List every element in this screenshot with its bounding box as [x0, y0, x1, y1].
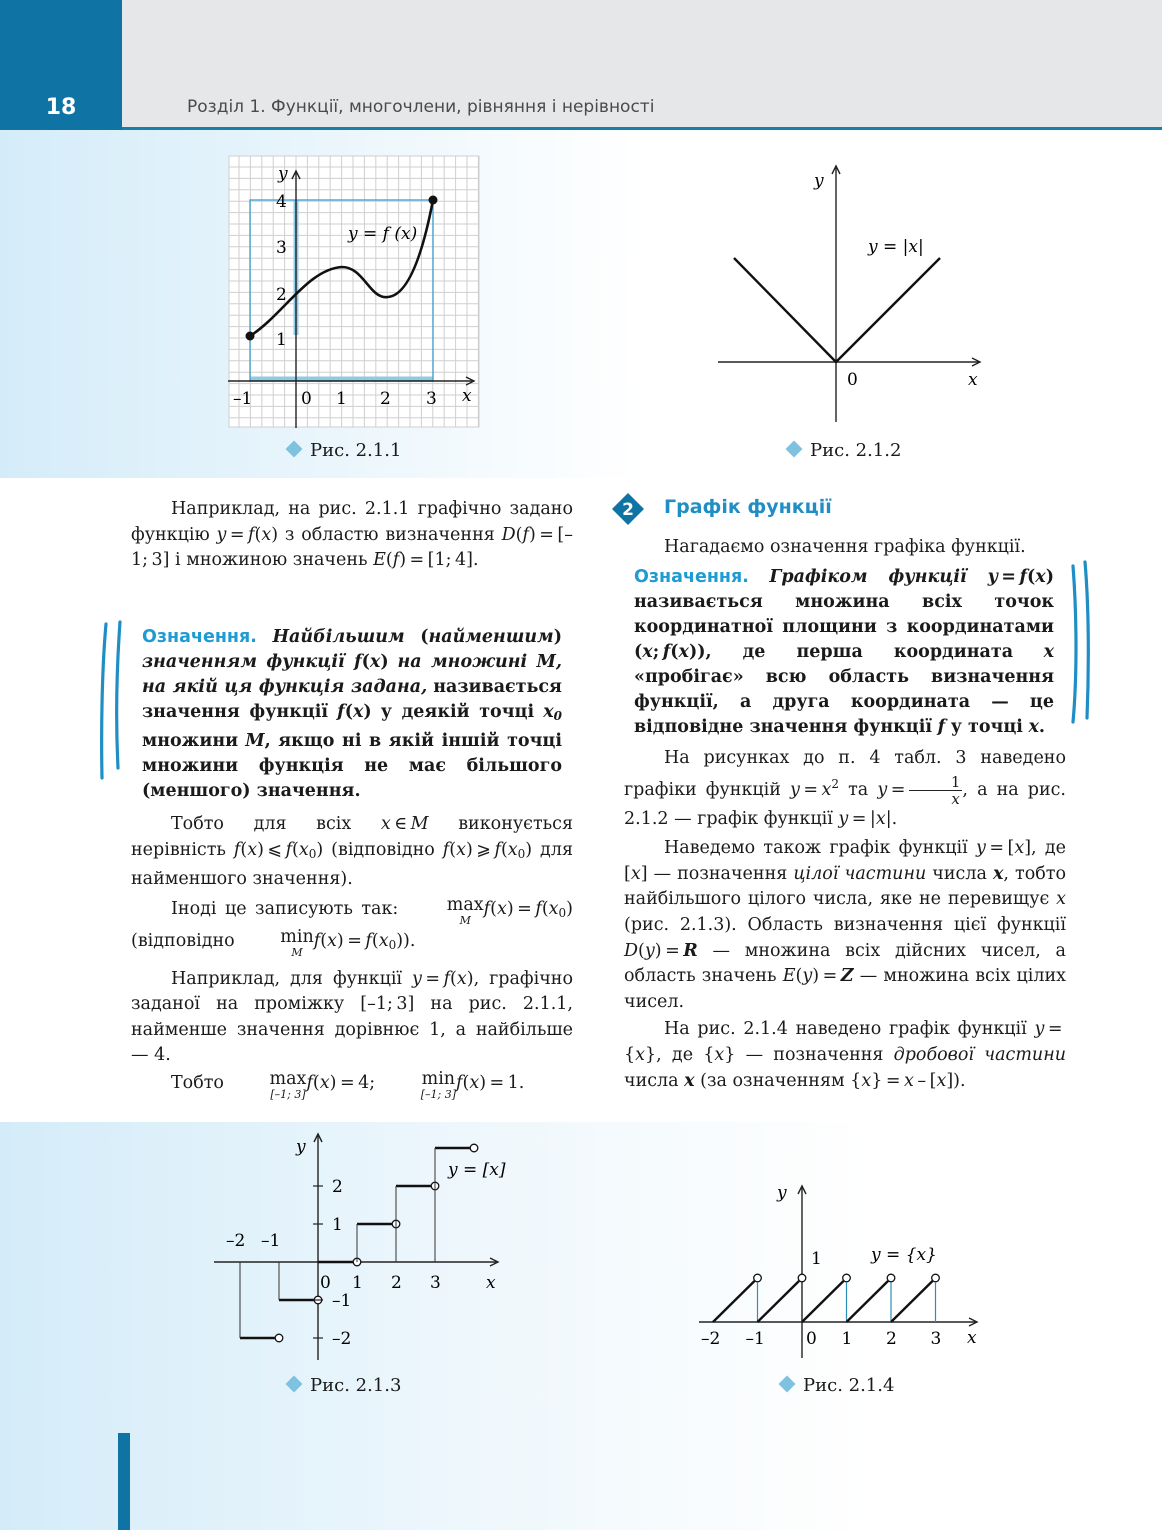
x-tick-label: 1	[336, 389, 347, 409]
func-label: y = |x|	[868, 237, 924, 257]
func-label: y = {x}	[871, 1245, 937, 1265]
diamond-icon	[286, 441, 303, 458]
figure-2-1-4	[695, 1180, 985, 1360]
caption-2-1-2: Рис. 2.1.2	[788, 440, 901, 461]
chapter-title: Розділ 1. Функції, многочлени, рівняння і нерівності	[187, 97, 655, 117]
x-tick-label: –2	[701, 1329, 721, 1349]
x-tick-label: 0	[320, 1273, 331, 1293]
x-tick-label: 0	[301, 389, 312, 409]
figure-band-bottom	[0, 1122, 1162, 1530]
note-bracket-left	[98, 618, 128, 783]
open-endpoint	[470, 1144, 478, 1152]
x-tick-label: –2	[226, 1231, 246, 1251]
caption-2-1-1: Рис. 2.1.1	[288, 440, 401, 461]
definition-graph: Означення. Графіком функції y = f(x) називається множина всіх точок координатної площини з координатами (x; f(x)), де перша координата x «пробігає» всю область визначення функції, а друга координата — це відповідне значення функції f у точці x.	[634, 567, 1054, 737]
endpoint-right	[429, 196, 438, 205]
open-endpoint	[798, 1274, 806, 1282]
x-tick-label: 3	[930, 1329, 942, 1349]
caption-2-1-3: Рис. 2.1.3	[288, 1375, 401, 1396]
x-tick-label: 1	[352, 1273, 363, 1293]
x-tick-label: 2	[886, 1329, 897, 1349]
x-tick-label: 0	[806, 1329, 817, 1349]
figure-2-1-1	[228, 155, 480, 429]
x-tick-label: 3	[426, 389, 437, 409]
x-axis-label: x	[967, 1328, 977, 1348]
y-tick-label: 4	[276, 192, 287, 212]
func-label: y = f (x)	[348, 224, 418, 244]
y-tick-label: 1	[276, 330, 287, 350]
diamond-icon	[286, 1376, 303, 1393]
left-paragraphs: Тобто для всіх x ∈ M виконується нерівність f(x) ⩽ $f(x_0)$ (відповідно f(x) ⩾ $f(x_0)$ для найменшого значення). Іноді це записують так: max M $f(x) = f(x_0)$ (відповідно min M $f(x) = f(x_0)$). Наприклад, для функції y = f(x), графічно заданої на проміжку [–1; 3] на рис. 2.1.1, найменше значення дорівнює 1, а найбільше — 4. Тобто max [–1; 3] f(x) = 4; min [–1; 3] f(x) = 1.	[131, 814, 574, 1101]
sawtooth-segment	[758, 1281, 800, 1322]
right-intro: Нагадаємо означення графіка функції.	[664, 537, 1026, 557]
open-endpoint	[843, 1274, 851, 1282]
y-tick-label: 1	[332, 1215, 343, 1235]
x-tick-label: –1	[261, 1231, 281, 1251]
left-paragraph-1: Наприклад, на рис. 2.1.1 графічно задано функцію y = f(x) з областю визначення D(f) = [–1; 3] і множиною значень E(f) = [1; 4].	[131, 499, 573, 570]
open-endpoint	[275, 1334, 283, 1342]
open-endpoint	[754, 1274, 762, 1282]
open-endpoint	[932, 1274, 940, 1282]
note-bracket-right	[1065, 558, 1095, 728]
y-tick-label: 2	[332, 1177, 343, 1197]
abs-graph	[734, 258, 940, 362]
y-axis-label: y	[814, 171, 824, 191]
caption-2-1-4: Рис. 2.1.4	[781, 1375, 894, 1396]
figure-band-top	[0, 130, 1162, 478]
x-axis-label: x	[462, 386, 472, 406]
section-title: Графік функції	[664, 496, 832, 518]
y-tick-label: –2	[332, 1329, 352, 1349]
x-axis-label: x	[486, 1273, 496, 1293]
diamond-icon	[786, 441, 803, 458]
figure-2-1-2	[712, 160, 987, 425]
x-tick-label: –1	[745, 1329, 765, 1349]
svg-text:2: 2	[622, 500, 634, 520]
y-tick-label: 3	[276, 238, 287, 258]
figure-2-1-3	[210, 1128, 510, 1363]
page-edge-bar	[118, 1433, 130, 1530]
origin-label: 0	[847, 370, 858, 390]
open-endpoint	[887, 1274, 895, 1282]
x-tick-label: –1	[233, 389, 253, 409]
y-tick-1: 1	[811, 1249, 822, 1269]
x-axis-label: x	[968, 370, 978, 390]
sawtooth-segment	[847, 1281, 889, 1322]
endpoint-left	[246, 332, 255, 341]
right-paragraphs: На рисунках до п. 4 табл. 3 наведено графіки функцій $y = x^2$ та y = $\frac{1}{x}$ , а на рис. 2.1.2 — графік функції y = |x|. Наведемо також графік функції y = [x], де [x] — позначення цілої частини числа x, тобто найбільшого цілого числа, яке не перевищує x (рис. 2.1.3). Область визначення цієї функції D(y) = R — множина всіх дійсних чисел, а область значень E(y) = Z — множина всіх цілих чисел. На рис. 2.1.4 наведено графік функції y = {x}, де {x} — позначення дробової частини числа x (за означенням {x} = x – [x]).	[624, 748, 1066, 1091]
x-tick-label: 1	[841, 1329, 853, 1349]
y-tick-label: –1	[332, 1291, 352, 1311]
func-label: y = [x]	[448, 1160, 506, 1180]
section-number-badge	[612, 493, 644, 525]
x-tick-label: 2	[380, 389, 391, 409]
sawtooth-segment	[891, 1281, 933, 1322]
diamond-icon	[779, 1376, 796, 1393]
y-axis-label: y	[278, 164, 288, 184]
y-tick-label: 2	[276, 285, 287, 305]
y-axis-label: y	[777, 1183, 787, 1203]
y-axis-label: y	[296, 1137, 306, 1157]
sawtooth-segment	[713, 1281, 755, 1322]
definition-extremum: Означення. Найбільшим (найменшим) значенням функції f(x) на множині M, на якій ця функція задана, називається значення функції f(x) у деякій точці $x_0$ множини M, якщо ні в якій іншій точці множини функція не має більшого (меншого) значення.	[142, 627, 562, 801]
page-number: 18	[45, 95, 77, 120]
x-tick-label: 3	[430, 1273, 441, 1293]
sawtooth-segment	[802, 1281, 844, 1322]
x-tick-label: 2	[391, 1273, 402, 1293]
